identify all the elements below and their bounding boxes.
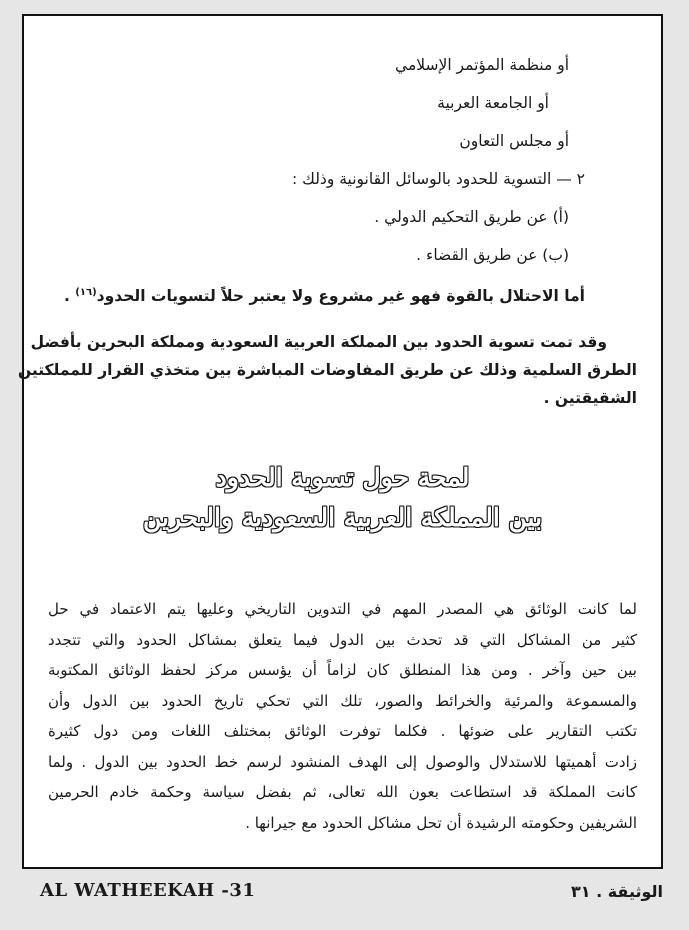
page-frame [17,14,663,869]
list-item: (أ) عن طريق التحكيم الدولي . [374,208,569,226]
list-item: أو منظمة المؤتمر الإسلامي [395,56,569,74]
list-item: أو الجامعة العربية [437,94,549,112]
paragraph-line: لما كانت الوثائق هي المصدر المهم في التدوين التاريخي وعليها يتم الاعتماد في حل [48,600,637,618]
footnote-ref: (١٦) [75,287,97,298]
paragraph-line: كثير من المشاكل التي قد تحدث بين الدول فيما يتعلق بمشاكل الحدود والتي تتجدد [48,630,637,649]
paragraph-line: والمسموعة والمرئية والخرائط والصور، تلك التي تحكي تاريخ الحدود بين الدول وأن [48,691,637,710]
paragraph-line: الشريفين وحكومته الرشيدة أن تحل مشاكل الحدود مع جيرانها . [245,813,637,832]
options-list [48,46,637,312]
paragraph-line: بين حين وآخر . ومن هذا المنطلق كان لزاماً أن يؤسس مركز لحفظ الوثائق المكتوبة [48,661,637,679]
paragraph-line: الطرق السلمية وذلك عن طريق المفاوضات المباشرة بين متخذي القرار للمملكتين [17,361,637,379]
list-item: ٢ — التسوية للحدود بالوسائل القانونية وذلك : [291,170,585,188]
paragraph-line: الشقيقتين . [543,389,637,407]
statement-end: . [64,287,76,306]
footer-latin-page-label: AL WATHEEKAH -31 [40,880,256,901]
list-item [48,274,637,312]
paragraph-line: زادت أهميتها للاستدلال والوصول إلى الهدف المنشود لرسم خط الحدود بين الدول . ولما [48,752,637,771]
footer-arabic-page-label: الوثيقة . ٣١ [570,882,663,901]
section-heading [24,458,661,538]
list-item: (ب) عن طريق القضاء . [416,246,569,264]
paragraph-line: كانت المملكة قد استطاعت بعون الله تعالى، ثم بفضل سياسة وحكمة خادم الحرمين [48,783,637,801]
settlement-paragraph [17,328,637,412]
occupation-statement: أما الاحتلال بالقوة فهو غير مشروع ولا يعتبر حلاً لتسويات الحدود [96,287,585,306]
paragraph-line: تكتب التقارير على ضوئها . فكلما توفرت الوثائق بمختلف اللغات ومن دول كثيرة [48,722,637,740]
list-item: أو مجلس التعاون [459,132,569,150]
heading-line: لمحة حول تسوية الحدود [215,463,470,492]
paragraph-line: وقد تمت تسوية الحدود بين المملكة العربية السعودية ومملكة البحرين بأفضل [30,333,607,351]
documents-paragraph [48,594,637,838]
heading-line: بين المملكة العربية السعودية والبحرين [142,503,543,532]
